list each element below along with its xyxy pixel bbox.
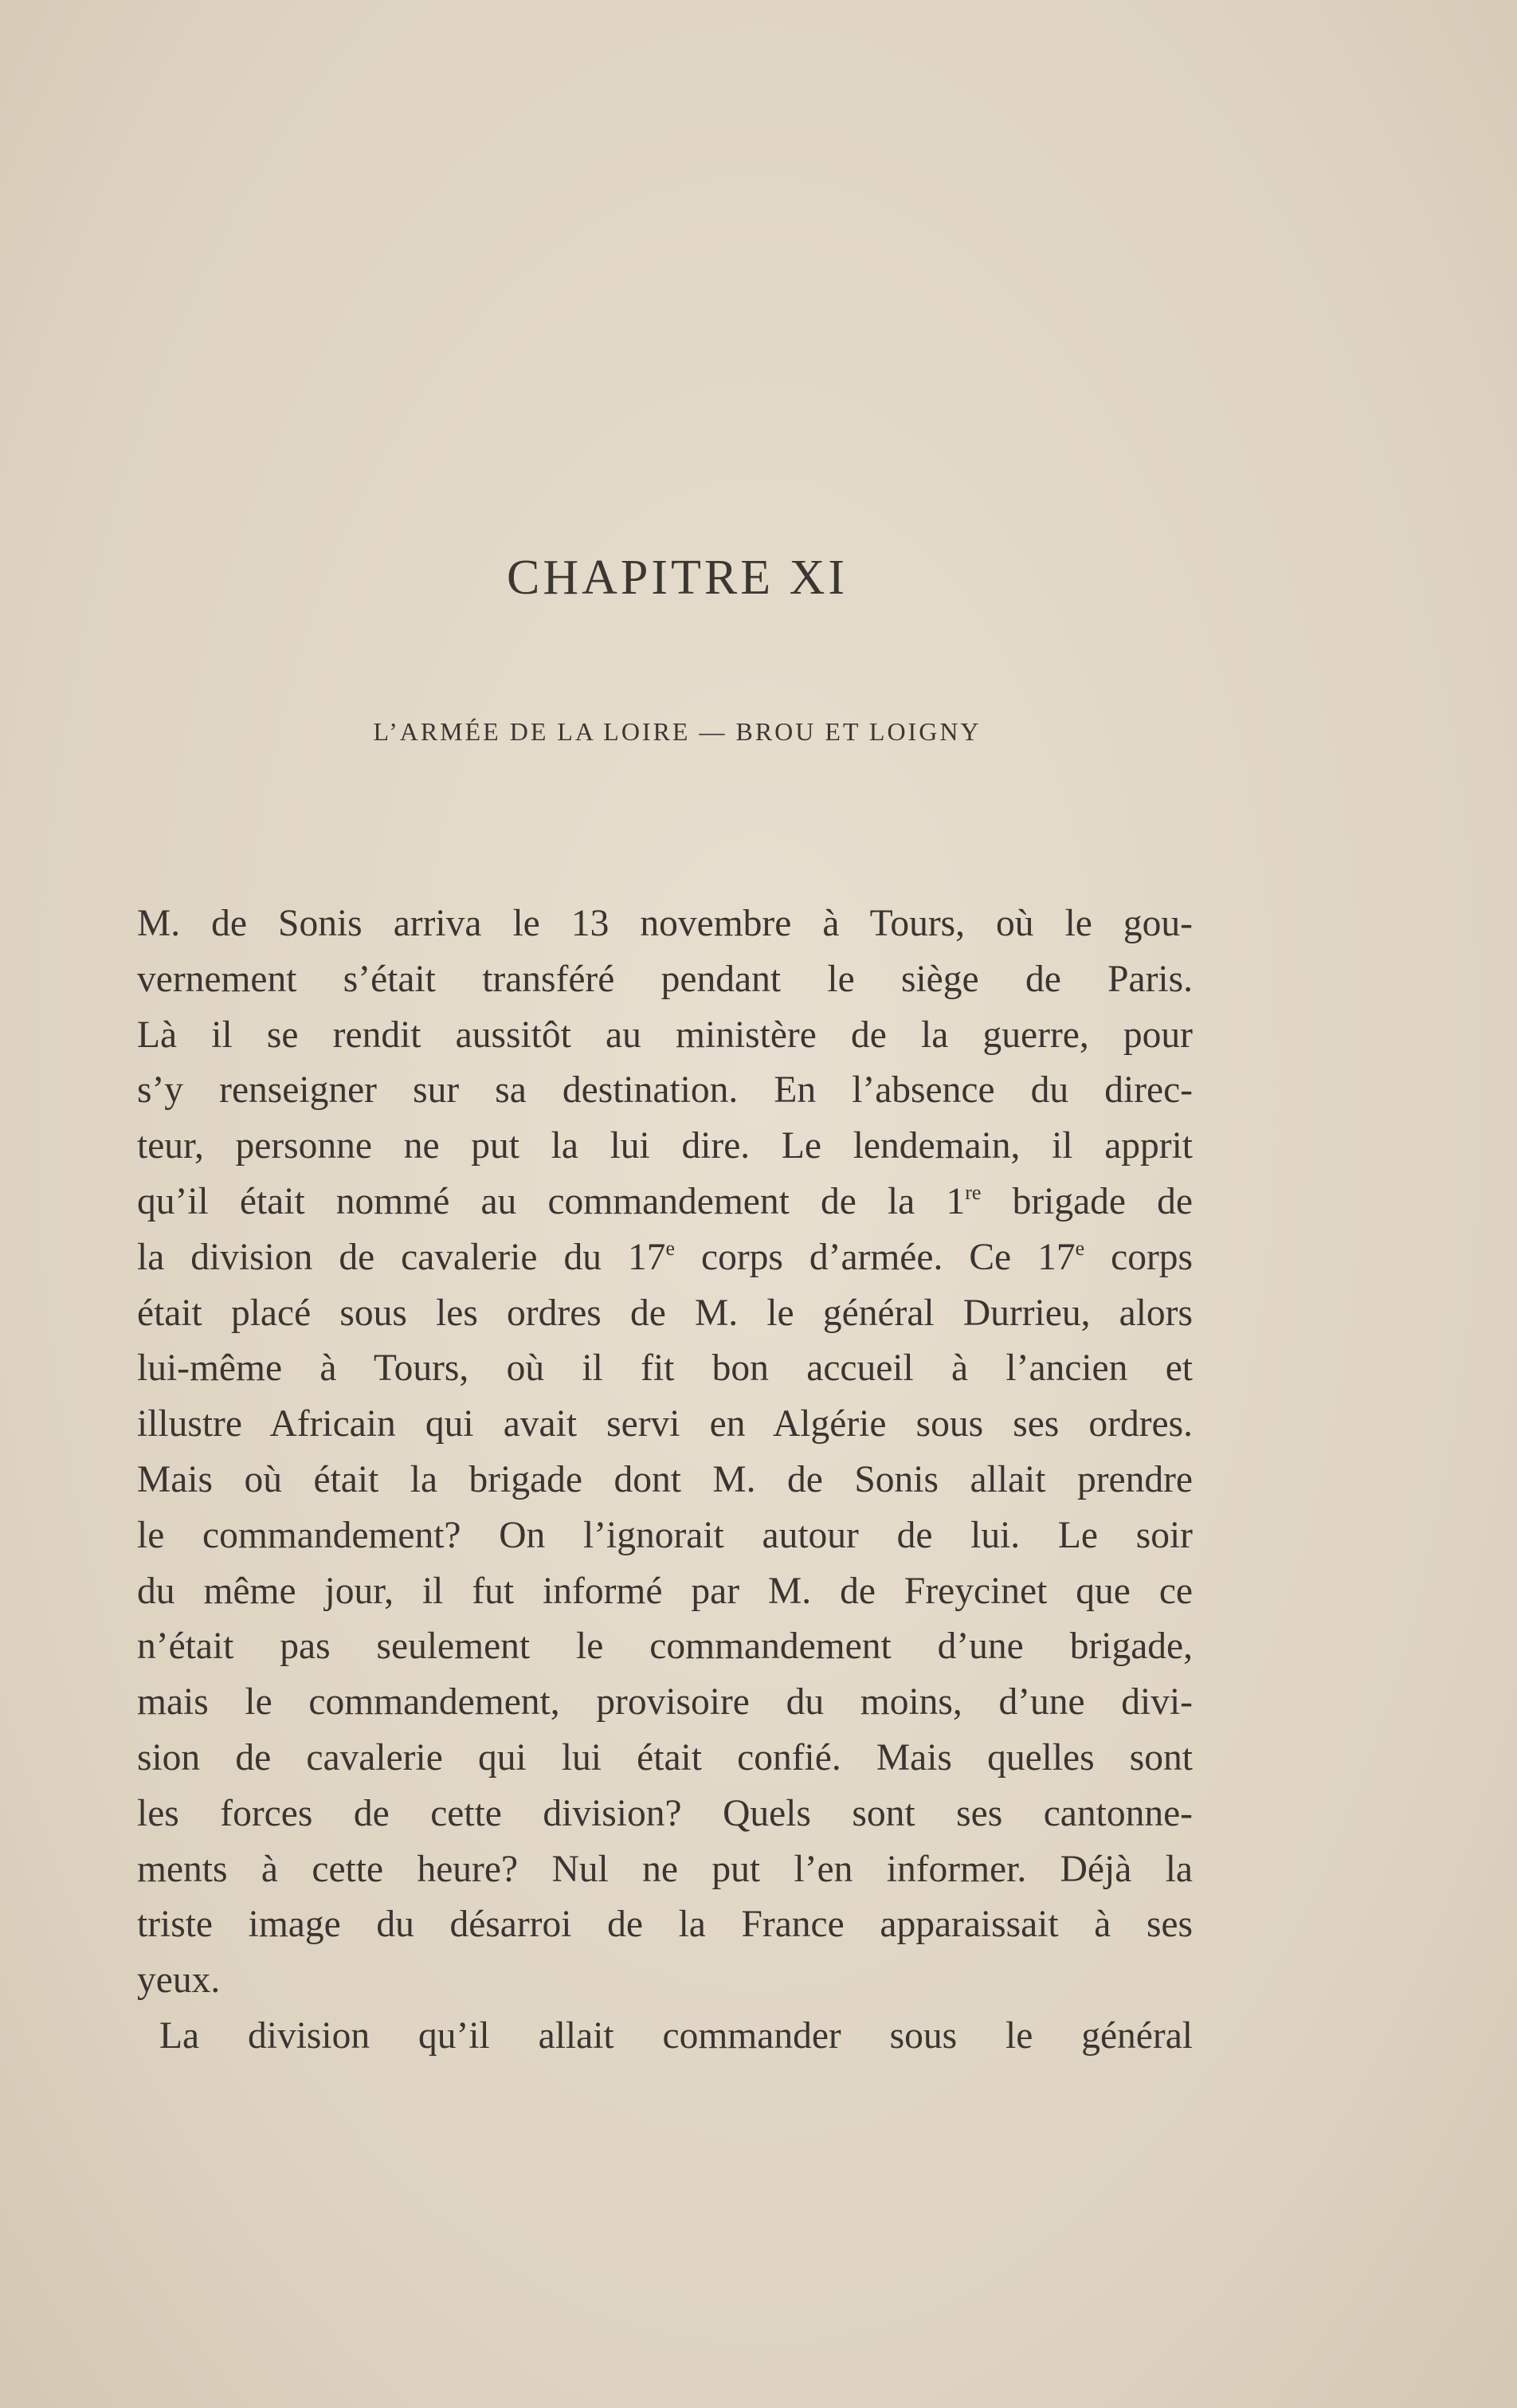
- text-line: du même jour, il fut informé par M. de Freycinet que ce: [137, 1570, 1193, 1612]
- text-line: illustre Africain qui avait servi en Algérie sous ses ordres.: [137, 1403, 1193, 1445]
- text-line: teur, personne ne put la lui dire. Le lendemain, il apprit: [137, 1125, 1193, 1167]
- text-line: Là il se rendit aussitôt au ministère de la guerre, pour: [137, 1014, 1193, 1056]
- body-text: [137, 896, 1193, 2065]
- chapter-title: CHAPITRE XI: [506, 551, 849, 605]
- chapter-subtitle: L’ARMÉE DE LA LOIRE — BROU ET LOIGNY: [373, 717, 982, 746]
- text-line: triste image du désarroi de la France apparaissait à ses: [137, 1904, 1193, 1946]
- text-line: La division qu’il allait commander sous le général: [159, 2014, 1193, 2057]
- text-line: la division de cavalerie du 17e corps d’armée. Ce 17e corps: [137, 1236, 1193, 1278]
- text-line: lui-même à Tours, où il fit bon accueil à l’ancien et: [137, 1347, 1193, 1390]
- text-line: qu’il était nommé au commandement de la 1re brigade de: [137, 1180, 1194, 1222]
- text-line: Mais où était la brigade dont M. de Sonis allait prendre: [137, 1458, 1193, 1500]
- text-line: n’était pas seulement le commandement d’une brigade,: [137, 1626, 1193, 1668]
- text-line: ments à cette heure? Nul ne put l’en informer. Déjà la: [137, 1848, 1193, 1890]
- text-line: mais le commandement, provisoire du moins, d’une divi-: [137, 1681, 1193, 1724]
- text-line: le commandement? On l’ignorait autour de lui. Le soir: [137, 1514, 1193, 1556]
- text-line: sion de cavalerie qui lui était confié. Mais quelles sont: [137, 1736, 1193, 1779]
- text-line: s’y renseigner sur sa destination. En l’absence du direc-: [137, 1069, 1193, 1112]
- text-line: M. de Sonis arriva le 13 novembre à Tours, où le gou-: [137, 903, 1193, 944]
- text-line: était placé sous les ordres de M. le général Durrieu, alors: [137, 1292, 1193, 1334]
- text-line: vernement s’était transféré pendant le siège de Paris.: [137, 958, 1193, 1000]
- text-line: yeux.: [137, 1959, 221, 2002]
- text-line: les forces de cette division? Quels sont ses cantonne-: [137, 1792, 1193, 1834]
